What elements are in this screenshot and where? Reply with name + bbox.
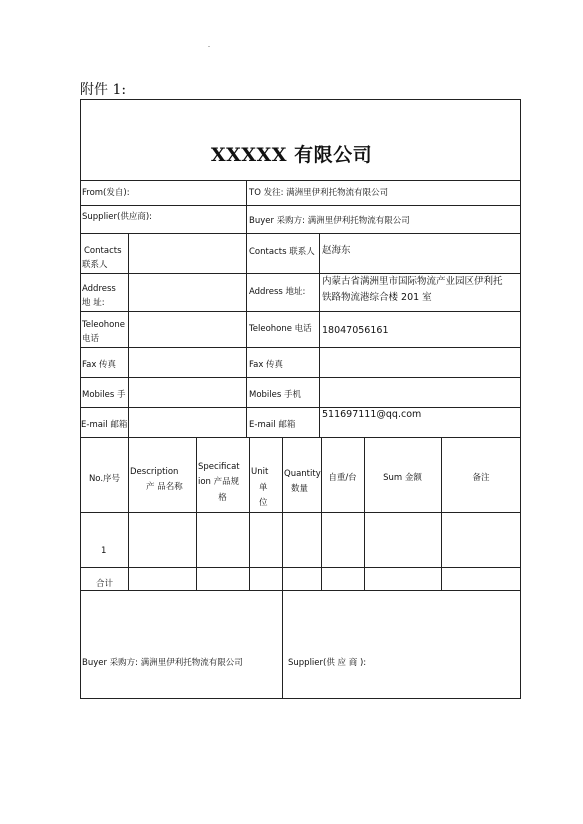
right-mobiles-label: Mobiles 手机 <box>249 390 302 400</box>
col-weight-label: 自重/台 <box>328 473 357 483</box>
col-desc-label-cn: 产 品名称 <box>146 482 183 492</box>
rule-col-qty <box>282 437 283 590</box>
telephone-label-cn: 电话 <box>82 334 100 344</box>
col-spec-label-3: 格 <box>218 493 227 503</box>
contacts-label-cn: 联系人 <box>82 260 108 270</box>
telephone-value: 18047056161 <box>322 325 389 336</box>
supplier-label: Supplier(供应商): <box>82 212 153 222</box>
rule-address-bottom <box>80 311 521 312</box>
col-spec-label-1: Specificat <box>198 462 240 472</box>
col-spec-label-2: ion 产品规 <box>198 477 240 487</box>
col-unit-label-3: 位 <box>259 498 268 508</box>
address-value-line1: 内蒙古省满洲里市国际物流产业园区伊利托 <box>322 276 503 287</box>
from-label: From(发自): <box>82 188 130 198</box>
right-telephone-label: Teleohone 电话 <box>249 324 312 334</box>
col-qty-label-1: Quantity <box>284 469 321 479</box>
address-value-line2: 铁路物流港综合楼 201 室 <box>322 292 432 303</box>
rule-phone-bottom <box>80 347 521 348</box>
rule-email-bottom <box>80 437 521 438</box>
rule-title-bottom <box>80 180 521 181</box>
company-title: XXXXX 有限公司 <box>210 144 373 166</box>
mobiles-label: Mobiles 手 <box>82 390 126 400</box>
rule-row1-bottom <box>80 567 521 568</box>
scan-speck <box>208 46 210 47</box>
rule-left-label-divider <box>128 233 129 437</box>
address-label-cn: 地 址: <box>82 298 105 308</box>
rule-supplier-bottom <box>80 233 521 234</box>
total-label: 合计 <box>95 579 113 589</box>
rule-right-label-divider <box>319 233 320 437</box>
to-label: TO 发往: 满洲里伊利托物流有限公司 <box>249 188 389 198</box>
row-1-number: 1 <box>101 546 107 556</box>
email-label: E-mail 邮箱 <box>81 420 128 430</box>
col-unit-label-1: Unit <box>251 467 269 477</box>
rule-fax-bottom <box>80 377 521 378</box>
contacts-label-en: Contacts <box>84 246 122 256</box>
rule-col-sum <box>364 437 365 590</box>
rule-total-bottom <box>80 590 521 591</box>
attachment-label: 附件 1: <box>80 82 127 98</box>
buyer-label: Buyer 采购方: 满洲里伊利托物流有限公司 <box>249 216 410 226</box>
rule-footer-divider <box>282 590 283 699</box>
right-address-label: Address 地址: <box>249 287 306 297</box>
fax-label: Fax 传真 <box>82 360 117 370</box>
buyer-signature-label: Buyer 采购方: 满洲里伊利托物流有限公司 <box>82 658 243 668</box>
col-sum-label: Sum 金额 <box>383 473 422 483</box>
supplier-signature-label: Supplier(供 应 商 ): <box>288 658 367 668</box>
rule-mobiles-bottom <box>80 407 521 408</box>
col-unit-label-2: 单 <box>259 483 268 493</box>
rule-contacts-bottom <box>80 273 521 274</box>
contacts-value: 赵海东 <box>322 245 351 256</box>
col-no-label: No.序号 <box>88 474 121 484</box>
col-remark-label: 备注 <box>472 473 490 483</box>
rule-col-remark <box>441 437 442 590</box>
col-desc-label-en: Description <box>130 467 179 477</box>
rule-col-weight <box>321 437 322 590</box>
col-qty-label-2: 数量 <box>291 484 309 494</box>
right-contacts-label: Contacts 联系人 <box>249 247 315 257</box>
right-email-label: E-mail 邮箱 <box>249 420 296 430</box>
email-value: 511697111@qq.com <box>322 409 422 420</box>
rule-col-desc <box>128 437 129 590</box>
rule-header-bottom <box>80 512 521 513</box>
rule-center-divider <box>246 180 247 437</box>
rule-col-unit <box>249 437 250 590</box>
rule-col-spec <box>196 437 197 590</box>
address-label-en: Address <box>82 284 116 294</box>
right-fax-label: Fax 传真 <box>249 360 284 370</box>
telephone-label-en: Teleohone <box>82 320 125 330</box>
rule-from-bottom <box>80 205 521 206</box>
